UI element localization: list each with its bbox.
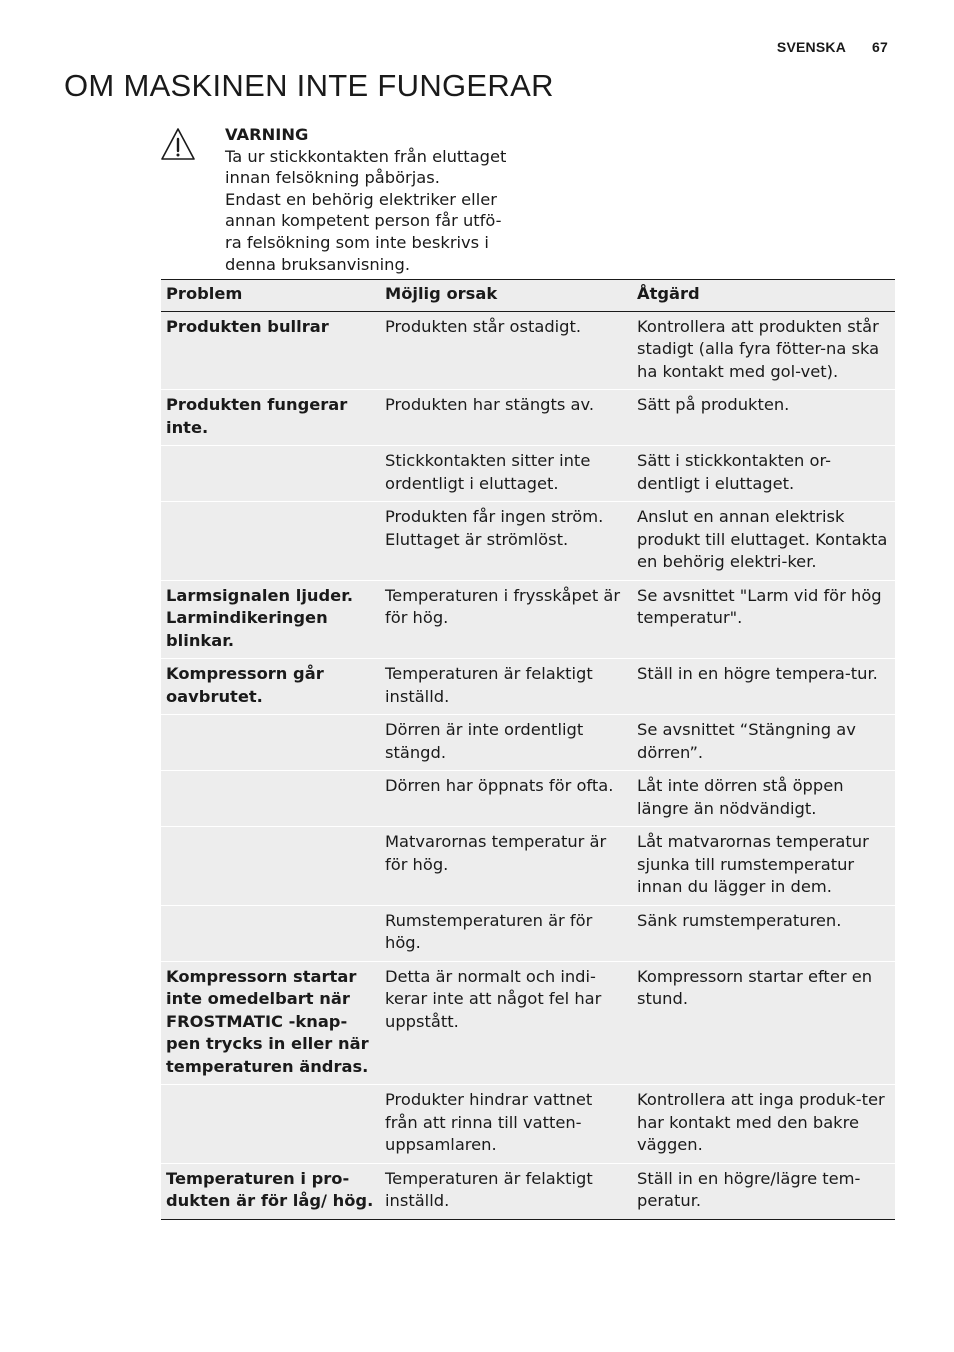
table-row bbox=[161, 1085, 895, 1164]
header-action: Åtgärd bbox=[632, 280, 895, 312]
problem-cell bbox=[161, 827, 380, 906]
problem-cell bbox=[161, 502, 380, 581]
table-header-row bbox=[161, 280, 895, 312]
cause-cell: Dörren är inte ordentligt stängd. bbox=[380, 715, 632, 771]
problem-cell: Produkten bullrar bbox=[161, 311, 380, 390]
problem-cell: Temperaturen i pro-dukten är för låg/ hög. bbox=[161, 1163, 380, 1219]
action-cell: Sänk rumstemperaturen. bbox=[632, 905, 895, 961]
action-cell: Anslut en annan elektrisk produkt till eluttaget. Kontakta en behörig elektri-ker. bbox=[632, 502, 895, 581]
table-row bbox=[161, 446, 895, 502]
header-problem: Problem bbox=[161, 280, 380, 312]
cause-cell: Produkten får ingen ström. Eluttaget är strömlöst. bbox=[380, 502, 632, 581]
warning-line: innan felsökning påbörjas. bbox=[225, 168, 440, 188]
warning-triangle-icon bbox=[160, 126, 196, 162]
table-row bbox=[161, 502, 895, 581]
warning-line: annan kompetent person får utfö- bbox=[225, 211, 502, 231]
action-cell: Se avsnittet “Stängning av dörren”. bbox=[632, 715, 895, 771]
language-label: SVENSKA bbox=[776, 39, 847, 55]
table-row bbox=[161, 311, 895, 390]
table-row bbox=[161, 1163, 895, 1219]
cause-cell: Temperaturen är felaktigt inställd. bbox=[380, 1163, 632, 1219]
table-row bbox=[161, 827, 895, 906]
action-cell: Sätt i stickkontakten or-dentligt i eluttaget. bbox=[632, 446, 895, 502]
table-body bbox=[161, 311, 895, 1219]
cause-cell: Detta är normalt och indi-kerar inte att något fel har uppstått. bbox=[380, 961, 632, 1085]
problem-cell bbox=[161, 715, 380, 771]
warning-heading: VARNING bbox=[225, 125, 309, 144]
problem-cell: Larmsignalen ljuder. Larmindikeringen blinkar. bbox=[161, 580, 380, 659]
table-row bbox=[161, 715, 895, 771]
warning-line: Endast en behörig elektriker eller bbox=[225, 189, 497, 209]
cause-cell: Rumstemperaturen är för hög. bbox=[380, 905, 632, 961]
table-row bbox=[161, 961, 895, 1085]
troubleshooting-table bbox=[161, 279, 895, 1220]
cause-cell: Temperaturen i frysskåpet är för hög. bbox=[380, 580, 632, 659]
action-cell: Kompressorn startar efter en stund. bbox=[632, 961, 895, 1085]
problem-cell: Produkten fungerar inte. bbox=[161, 390, 380, 446]
action-cell: Ställ in en högre/lägre tem-peratur. bbox=[632, 1163, 895, 1219]
cause-cell: Matvarornas temperatur är för hög. bbox=[380, 827, 632, 906]
problem-cell bbox=[161, 1085, 380, 1164]
cause-cell: Produkten har stängts av. bbox=[380, 390, 632, 446]
page-header bbox=[777, 39, 888, 55]
warning-line: ra felsökning som inte beskrivs i bbox=[225, 232, 489, 252]
action-cell: Kontrollera att inga produk-ter har kontakt med den bakre väggen. bbox=[632, 1085, 895, 1164]
action-cell: Sätt på produkten. bbox=[632, 390, 895, 446]
problem-cell bbox=[161, 771, 380, 827]
problem-cell bbox=[161, 905, 380, 961]
warning-text bbox=[225, 124, 525, 275]
cause-cell: Dörren har öppnats för ofta. bbox=[380, 771, 632, 827]
cause-cell: Stickkontakten sitter inte ordentligt i eluttaget. bbox=[380, 446, 632, 502]
table-row bbox=[161, 905, 895, 961]
problem-cell: Kompressorn går oavbrutet. bbox=[161, 659, 380, 715]
cause-cell: Temperaturen är felaktigt inställd. bbox=[380, 659, 632, 715]
header-cause: Möjlig orsak bbox=[380, 280, 632, 312]
cause-cell: Produkter hindrar vattnet från att rinna till vatten-uppsamlaren. bbox=[380, 1085, 632, 1164]
cause-cell: Produkten står ostadigt. bbox=[380, 311, 632, 390]
table-row bbox=[161, 390, 895, 446]
action-cell: Låt inte dörren stå öppen längre än nödvändigt. bbox=[632, 771, 895, 827]
action-cell: Kontrollera att produkten står stadigt (alla fyra fötter-na ska ha kontakt med gol-vet). bbox=[632, 311, 895, 390]
warning-line: Ta ur stickkontakten från eluttaget bbox=[225, 146, 507, 166]
table-row bbox=[161, 659, 895, 715]
problem-cell bbox=[161, 446, 380, 502]
action-cell: Låt matvarornas temperatur sjunka till rumstemperatur innan du lägger in dem. bbox=[632, 827, 895, 906]
action-cell: Ställ in en högre tempera-tur. bbox=[632, 659, 895, 715]
table-row bbox=[161, 771, 895, 827]
action-cell: Se avsnittet "Larm vid för hög temperatur". bbox=[632, 580, 895, 659]
table-row bbox=[161, 580, 895, 659]
problem-cell: Kompressorn startar inte omedelbart när FROSTMATIC -knap-pen trycks in eller när temperaturen ändras. bbox=[161, 961, 380, 1085]
page-title: OM MASKINEN INTE FUNGERAR bbox=[64, 68, 554, 103]
page-number: 67 bbox=[872, 39, 888, 55]
warning-line: denna bruksanvisning. bbox=[225, 254, 411, 274]
